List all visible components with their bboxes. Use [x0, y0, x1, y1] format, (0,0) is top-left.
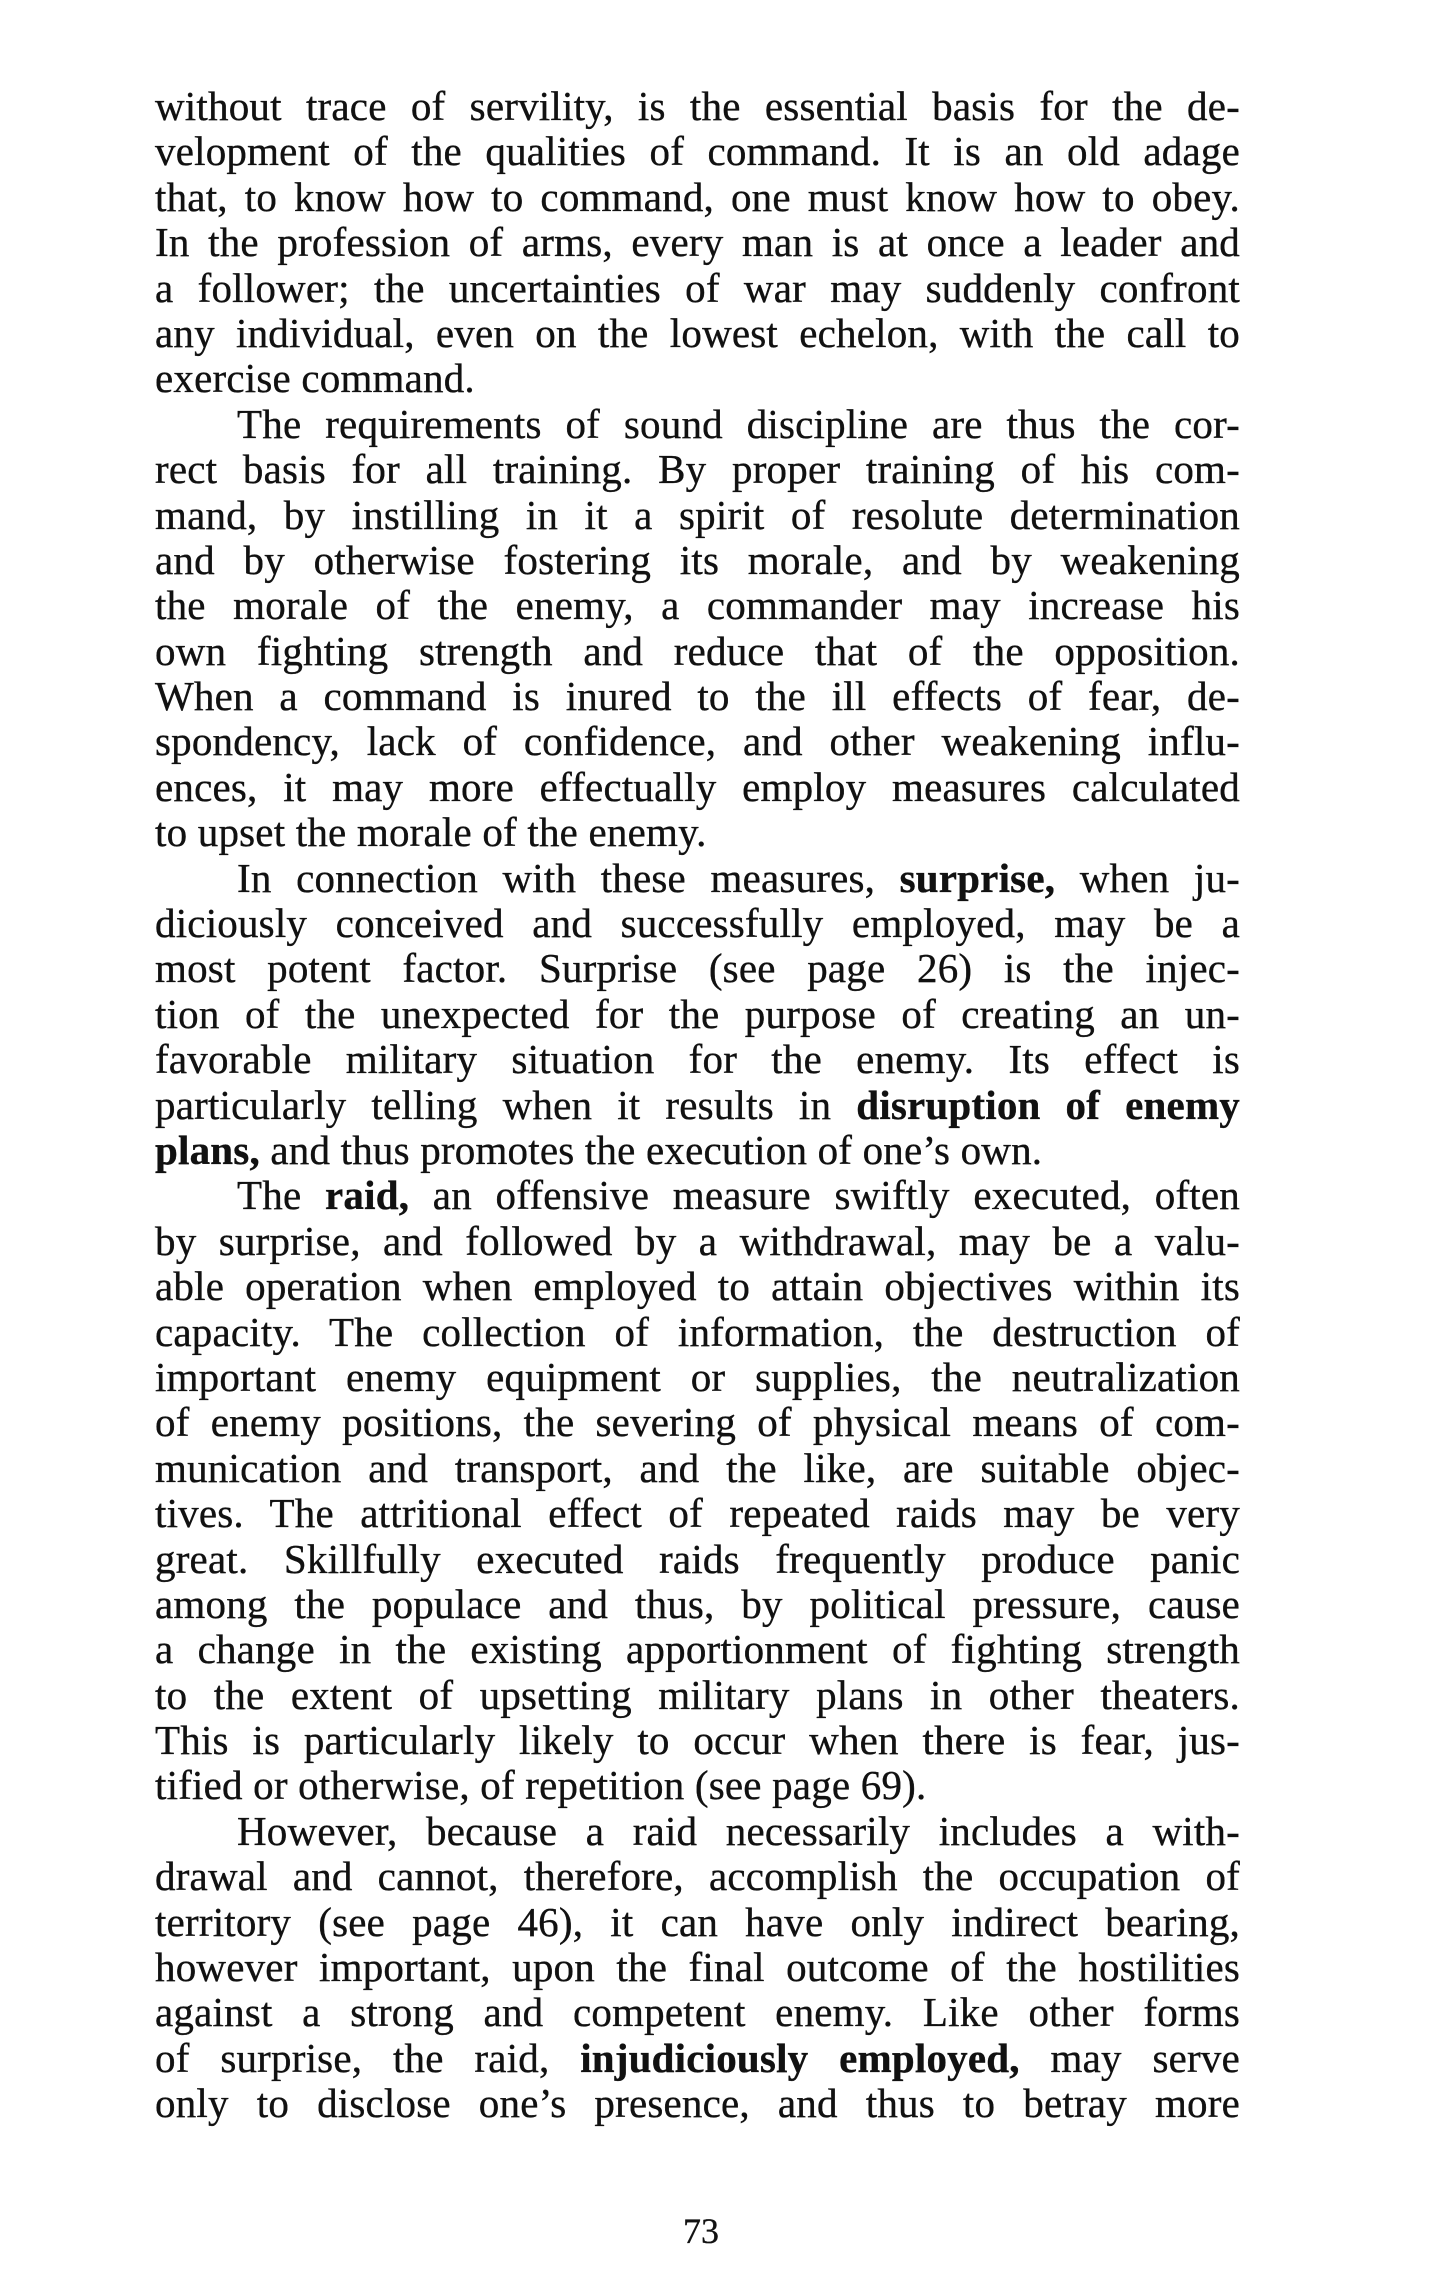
body-text — [155, 84, 1240, 2127]
page-number: 73 — [683, 2211, 719, 2251]
text-run: This is particularly likely to occur when there is fear, jus- — [155, 1717, 1240, 1764]
text-line — [155, 1128, 1240, 1173]
text-run: when ju- — [1055, 854, 1240, 901]
text-run: In connection with these measures, — [237, 854, 900, 901]
text-run: favorable military situation for the enemy. Its effect is — [155, 1036, 1240, 1083]
text-run: among the populace and thus, by political pressure, cause — [155, 1580, 1240, 1627]
text-line — [155, 1537, 1240, 1582]
text-line — [155, 1763, 1240, 1808]
bold-term: disruption of enemy — [856, 1081, 1240, 1128]
text-run: to upset the morale of the enemy. — [155, 809, 707, 856]
text-run: to the extent of upsetting military plans in other theaters. — [155, 1671, 1240, 1718]
text-line — [155, 84, 1240, 129]
text-run: a change in the existing apportionment of fighting strength — [155, 1626, 1240, 1673]
text-line — [155, 1900, 1240, 1945]
text-run: that, to know how to command, one must know how to obey. — [155, 173, 1240, 220]
text-line — [155, 992, 1240, 1037]
text-run: may serve — [1019, 2034, 1240, 2081]
text-run: territory (see page 46), it can have only indirect bearing, — [155, 1898, 1240, 1945]
text-line — [155, 1491, 1240, 1536]
text-run: without trace of servility, is the essential basis for the de- — [155, 83, 1240, 129]
text-run: any individual, even on the lowest echelon, with the call to — [155, 309, 1240, 356]
text-run: against a strong and competent enemy. Like other forms — [155, 1989, 1240, 2036]
text-run: and thus promotes the execution of one’s own. — [259, 1126, 1043, 1173]
text-run: rect basis for all training. By proper training of his com- — [155, 446, 1240, 493]
text-run: ences, it may more effectually employ measures calculated — [155, 763, 1240, 810]
text-line — [155, 1264, 1240, 1309]
text-run: tives. The attritional effect of repeated raids may be very — [155, 1490, 1240, 1537]
text-run: diciously conceived and successfully employed, may be a — [155, 900, 1240, 947]
text-line — [155, 129, 1240, 174]
text-run: munication and transport, and the like, are suitable objec- — [155, 1444, 1240, 1491]
text-run: However, because a raid necessarily includes a with- — [237, 1807, 1240, 1854]
text-run: able operation when employed to attain objectives within its — [155, 1263, 1240, 1310]
text-line — [155, 810, 1240, 855]
text-run: most potent factor. Surprise (see page 26) is the injec- — [155, 945, 1240, 992]
text-run: When a command is inured to the ill effects of fear, de- — [155, 673, 1240, 720]
text-line — [155, 765, 1240, 810]
text-line — [155, 1809, 1240, 1854]
text-run: of enemy positions, the severing of physical means of com- — [155, 1399, 1240, 1446]
text-line — [155, 629, 1240, 674]
text-line — [155, 719, 1240, 764]
bold-term: plans, — [155, 1126, 260, 1173]
paragraph — [155, 1173, 1240, 1808]
text-line — [155, 1446, 1240, 1491]
text-line — [155, 2036, 1240, 2081]
paragraph — [155, 856, 1240, 1174]
text-run: by surprise, and followed by a withdrawal, may be a valu- — [155, 1217, 1240, 1264]
text-run: of surprise, the raid, — [155, 2034, 581, 2081]
text-run: drawal and cannot, therefore, accomplish the occupation of — [155, 1853, 1240, 1900]
text-line — [155, 175, 1240, 220]
text-line — [155, 1945, 1240, 1990]
text-run: an offensive measure swiftly executed, often — [409, 1172, 1240, 1219]
text-line — [155, 1854, 1240, 1899]
text-run: mand, by instilling in it a spirit of resolute determination — [155, 491, 1240, 538]
text-run: own fighting strength and reduce that of the opposition. — [155, 627, 1240, 674]
text-line — [155, 583, 1240, 628]
text-run: In the profession of arms, every man is at once a leader and — [155, 219, 1240, 266]
text-run: tion of the unexpected for the purpose of creating an un- — [155, 990, 1240, 1037]
text-line — [155, 856, 1240, 901]
paragraph — [155, 1809, 1240, 2127]
text-line — [155, 220, 1240, 265]
text-line — [155, 1037, 1240, 1082]
paragraph — [155, 84, 1240, 402]
bold-term: injudiciously employed, — [580, 2034, 1020, 2081]
text-line — [155, 402, 1240, 447]
text-line — [155, 1083, 1240, 1128]
text-line — [155, 901, 1240, 946]
text-line — [155, 1173, 1240, 1218]
text-line — [155, 1310, 1240, 1355]
bold-term: surprise, — [899, 854, 1056, 901]
text-run: only to disclose one’s presence, and thus to betray more — [155, 2080, 1240, 2127]
text-line — [155, 1990, 1240, 2035]
text-run: however important, upon the final outcome of the hostilities — [155, 1944, 1240, 1991]
text-run: capacity. The collection of information, the destruction of — [155, 1308, 1240, 1355]
text-run: tified or otherwise, of repetition (see page 69). — [155, 1762, 927, 1809]
text-line — [155, 946, 1240, 991]
text-line — [155, 447, 1240, 492]
bold-term: raid, — [325, 1172, 410, 1219]
text-run: and by otherwise fostering its morale, and by weakening — [155, 536, 1240, 583]
text-run: great. Skillfully executed raids frequently produce panic — [155, 1535, 1240, 1582]
text-run: spondency, lack of confidence, and other weakening influ- — [155, 718, 1240, 765]
text-line — [155, 538, 1240, 583]
text-run: exercise command. — [155, 355, 475, 402]
text-line — [155, 1718, 1240, 1763]
text-run: The — [237, 1172, 325, 1219]
text-run: The requirements of sound discipline are thus the cor- — [237, 400, 1240, 447]
text-run: particularly telling when it results in — [155, 1081, 857, 1128]
text-line — [155, 1355, 1240, 1400]
text-run: a follower; the uncertainties of war may suddenly confront — [155, 264, 1240, 311]
text-line — [155, 493, 1240, 538]
text-line — [155, 1627, 1240, 1672]
text-line — [155, 1673, 1240, 1718]
text-line — [155, 266, 1240, 311]
text-line — [155, 1400, 1240, 1445]
text-line — [155, 674, 1240, 719]
text-line — [155, 1219, 1240, 1264]
paragraph — [155, 402, 1240, 856]
text-line — [155, 311, 1240, 356]
text-run: velopment of the qualities of command. It is an old adage — [155, 128, 1240, 175]
text-run: the morale of the enemy, a commander may increase his — [155, 582, 1240, 629]
text-run: important enemy equipment or supplies, the neutralization — [155, 1353, 1240, 1400]
text-line — [155, 356, 1240, 401]
text-line — [155, 1582, 1240, 1627]
text-line — [155, 2081, 1240, 2126]
